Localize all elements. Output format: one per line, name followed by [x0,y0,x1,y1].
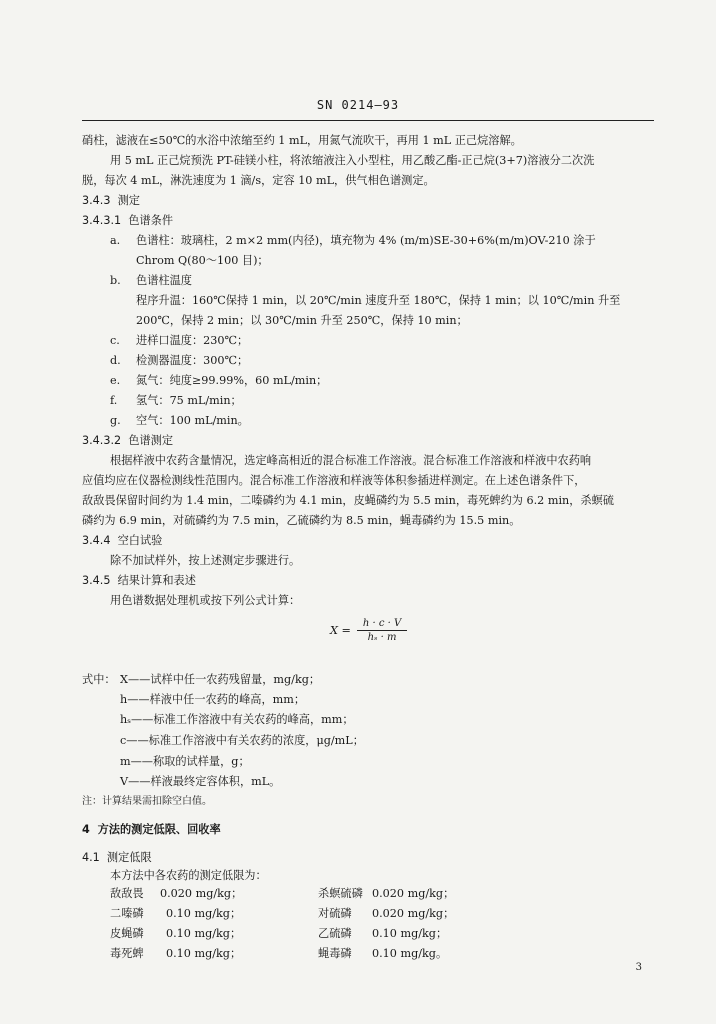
condition-c-label: c. [110,334,120,347]
limit-value: 0.020 mg/kg； [160,887,243,900]
limit-value: 0.10 mg/kg； [166,907,242,920]
section-title: 方法的测定低限、回收率 [97,823,221,836]
section-title: 空白试验 [117,534,163,547]
section-title: 测定低限 [106,851,152,864]
chromatography-line-3: 敌敌畏保留时间约为 1.4 min，二嗪磷约为 4.1 min，皮蝇磷约为 5.5 min，毒死蜱约为 6.2 min，杀螟硫 [82,494,614,507]
section-number: 3.4.3.2 [82,434,122,447]
definition-V: V——样液最终定容体积，mL。 [120,775,281,788]
definition-X: X——试样中任一农药残留量，mg/kg； [120,673,321,686]
section-3-4-4-heading [82,531,162,551]
formula-numerator: h · c · V [357,618,407,631]
condition-a-label: a. [110,234,121,247]
chromatography-line-1: 根据样液中农药含量情况，选定峰高相近的混合标准工作溶液。混合标准工作溶液和样液中农药响 [110,454,592,467]
chromatography-line-4: 磷约为 6.9 min，对硫磷约为 7.5 min，乙硫磷约为 8.5 min，蝇毒磷约为 15.5 min。 [82,514,521,527]
blank-test-text: 除不加试样外，按上述测定步骤进行。 [110,554,301,567]
limit-name: 二嗪磷 [110,907,144,920]
limit-value: 0.020 mg/kg； [372,907,455,920]
condition-f-label: f. [110,394,118,407]
condition-c-text: 进样口温度：230℃； [136,334,249,347]
calculation-intro: 用色谱数据处理机或按下列公式计算： [110,594,301,607]
condition-b-title: 色谱柱温度 [136,274,192,287]
section-4-heading [82,820,221,840]
condition-b-label: b. [110,274,121,287]
definition-h: h——样液中任一农药的峰高，mm； [120,693,306,706]
section-3-4-3-2-heading [82,431,173,451]
limit-name: 皮蝇磷 [110,927,144,940]
condition-d-text: 检测器温度：300℃； [136,354,249,367]
limit-name: 乙硫磷 [318,927,352,940]
limit-value: 0.10 mg/kg； [372,927,448,940]
condition-e-text: 氮气：纯度≥99.99%，60 mL/min； [136,374,328,387]
section-3-4-5-heading [82,571,196,591]
limit-value: 0.10 mg/kg； [166,927,242,940]
formula-fraction [357,618,407,643]
section-3-4-3-heading [82,191,140,211]
formula-denominator: hₛ · m [367,632,397,643]
calculation-formula [330,618,407,643]
calculation-note: 注：计算结果需扣除空白值。 [82,796,212,807]
condition-b-line1: 程序升温：160℃保持 1 min，以 20℃/min 速度升至 180℃，保持 1 min；以 10℃/min 升至 [136,294,621,307]
condition-a-line2: Chrom Q(80～100 目)； [136,254,269,267]
section-number: 3.4.3 [82,194,111,207]
section-number: 3.4.5 [82,574,111,587]
paragraph-1: 硝柱，滤液在≤50℃的水浴中浓缩至约 1 mL，用氮气流吹干，再用 1 mL 正己烷溶解。 [82,134,522,147]
section-4-1-heading [82,848,152,868]
limits-intro: 本方法中各农药的测定低限为： [110,869,267,882]
section-title: 色谱条件 [128,214,174,227]
section-title: 色谱测定 [128,434,174,447]
limit-name: 敌敌畏 [110,887,144,900]
limit-name: 毒死蜱 [110,947,144,960]
chromatography-line-2: 应值均应在仪器检测线性范围内。混合标准工作溶液和样液等体积参插进样测定。在上述色谱条件下， [82,474,586,487]
section-number: 4.1 [82,851,100,864]
limit-value: 0.10 mg/kg； [166,947,242,960]
section-title: 测定 [117,194,140,207]
limit-name: 杀螟硫磷 [318,887,363,900]
paragraph-2: 用 5 mL 正己烷预洗 PT-硅镁小柱，将浓缩液注入小型柱，用乙酸乙酯-正己烷(3+7)溶液分二次洗 [110,154,595,167]
definition-c: c——标准工作溶液中有关农药的浓度，μg/mL； [120,734,364,747]
paragraph-3: 脱，每次 4 mL，淋洗速度为 1 滴/s，定容 10 mL，供气相色谱测定。 [82,174,435,187]
limit-value: 0.10 mg/kg。 [372,947,448,960]
section-number: 4 [82,823,90,836]
standard-header: SN 0214—93 [316,98,400,112]
condition-a-line1: 色谱柱：玻璃柱，2 m×2 mm(内径)，填充物为 4% (m/m)SE-30+6%(m/m)OV-210 涂于 [136,234,596,247]
definitions-intro: 式中： [82,673,116,686]
limit-name: 对硫磷 [318,907,352,920]
section-title: 结果计算和表述 [117,574,196,587]
section-number: 3.4.3.1 [82,214,122,227]
condition-f-text: 氢气：75 mL/min； [136,394,242,407]
condition-g-text: 空气：100 mL/min。 [136,414,249,427]
section-3-4-3-1-heading [82,211,173,231]
header-rule [82,120,654,121]
definition-m: m——称取的试样量，g； [120,755,250,768]
condition-e-label: e. [110,374,121,387]
condition-g-label: g. [110,414,121,427]
definition-hs: hₛ——标准工作溶液中有关农药的峰高，mm； [120,713,354,726]
formula-lhs: X = [330,624,351,637]
condition-d-label: d. [110,354,121,367]
limit-name: 蝇毒磷 [318,947,352,960]
section-number: 3.4.4 [82,534,111,547]
page-number: 3 [635,962,642,973]
condition-b-line2: 200℃，保持 2 min；以 30℃/min 升至 250℃，保持 10 min； [136,314,468,327]
limit-value: 0.020 mg/kg； [372,887,455,900]
